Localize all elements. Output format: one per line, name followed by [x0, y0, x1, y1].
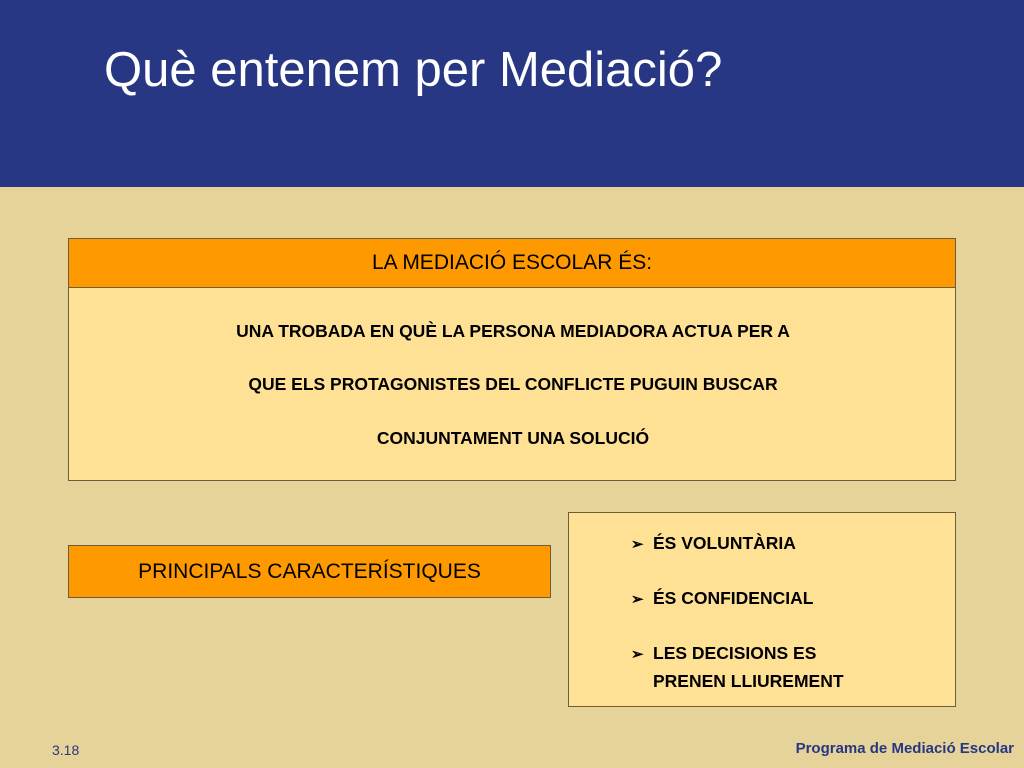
definition-line-3: CONJUNTAMENT UNA SOLUCIÓ [376, 428, 650, 448]
feature-text: ÉS VOLUNTÀRIA [653, 533, 796, 553]
feature-item-voluntary [631, 530, 796, 558]
arrow-bullet-icon: ➢ [631, 646, 644, 663]
feature-text: LES DECISIONS ES [653, 643, 817, 663]
feature-item-decisions [631, 640, 844, 694]
slide-title: Què entenem per Mediació? [104, 43, 723, 97]
feature-text-continuation: PRENEN LLIUREMENT [653, 671, 844, 691]
features-list [568, 512, 956, 707]
feature-text: ÉS CONFIDENCIAL [653, 588, 814, 608]
title-bar [0, 0, 1024, 187]
definition-header [68, 238, 956, 288]
slide-number: 3.18 [52, 742, 80, 758]
definition-body [68, 287, 956, 481]
arrow-bullet-icon: ➢ [631, 591, 644, 608]
feature-item-confidential [631, 585, 813, 613]
definition-line-2: QUE ELS PROTAGONISTES DEL CONFLICTE PUGUIN BUSCAR [248, 374, 778, 394]
definition-line-1: UNA TROBADA EN QUÈ LA PERSONA MEDIADORA ACTUA PER A [236, 321, 790, 341]
definition-header-text: LA MEDIACIÓ ESCOLAR ÉS: [371, 251, 653, 274]
footer-program-name: Programa de Mediació Escolar [795, 740, 1014, 757]
features-label-text: PRINCIPALS CARACTERÍSTIQUES [138, 559, 481, 583]
features-label [68, 545, 551, 598]
arrow-bullet-icon: ➢ [631, 536, 644, 553]
